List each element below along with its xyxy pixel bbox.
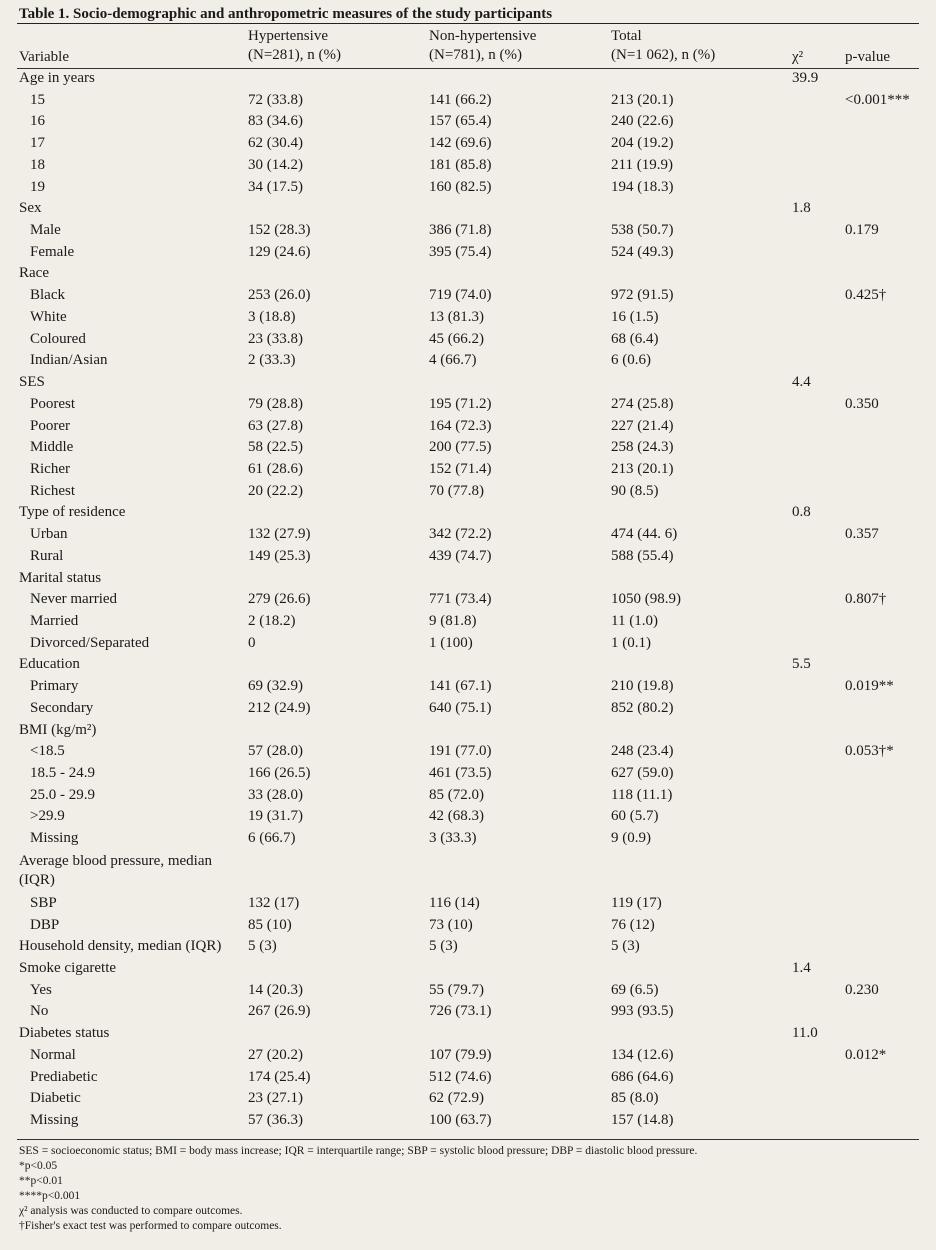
cell-variable: 18.5 - 24.9 [30, 765, 95, 781]
header-total [611, 27, 715, 65]
cell-hypertensive: 129 (24.6) [248, 243, 311, 260]
table-row [0, 850, 936, 893]
cell-total: 852 (80.2) [611, 699, 674, 716]
cell-hypertensive: 5 (3) [248, 938, 277, 955]
cell-total: 118 (11.1) [611, 786, 673, 803]
cell-non-hypertensive: 181 (85.8) [429, 156, 492, 173]
cell-variable: Yes [30, 981, 52, 998]
cell-pvalue: 0.019** [845, 678, 894, 695]
cell-variable: Female [30, 243, 75, 260]
cell-total: 274 (25.8) [611, 395, 674, 412]
header-hypertensive [248, 27, 341, 65]
cell-hypertensive: 14 (20.3) [248, 981, 303, 998]
table-row [0, 350, 936, 372]
cell-variable: Black [30, 287, 65, 304]
cell-chi2: 11.0 [792, 1025, 818, 1042]
table-row [0, 828, 936, 850]
header-total-line1: Total [611, 28, 642, 44]
cell-non-hypertensive: 4 (66.7) [429, 352, 477, 369]
footnote: **p<0.01 [19, 1175, 63, 1187]
header-hypertensive-line1: Hypertensive [248, 28, 328, 44]
cell-pvalue: 0.807† [845, 591, 887, 608]
cell-non-hypertensive: 62 (72.9) [429, 1090, 484, 1107]
cell-variable: Richer [30, 460, 70, 477]
table-row [0, 111, 936, 133]
table-row [0, 958, 936, 980]
cell-hypertensive: 83 (34.6) [248, 113, 303, 130]
table-row [0, 806, 936, 828]
table-row [0, 1067, 936, 1089]
cell-total: 686 (64.6) [611, 1068, 674, 1085]
cell-non-hypertensive: 461 (73.5) [429, 765, 492, 781]
cell-hypertensive: 267 (26.9) [248, 1003, 311, 1020]
cell-variable: Primary [30, 678, 79, 695]
cell-total: 1050 (98.9) [611, 591, 681, 608]
cell-total: 627 (59.0) [611, 765, 674, 781]
cell-variable: Sex [19, 200, 42, 217]
cell-hypertensive: 2 (18.2) [248, 612, 296, 629]
table-row [0, 416, 936, 438]
table-row [0, 785, 936, 807]
footnote: SES = socioeconomic status; BMI = body mass increase; IQR = interquartile range; SBP = systolic blood pressure; DBP = diastolic blood pressure. [19, 1145, 698, 1157]
footnotes [19, 1144, 919, 1234]
cell-pvalue: 0.053†* [845, 743, 894, 760]
cell-hypertensive: 132 (17) [248, 894, 300, 911]
table-row [0, 68, 936, 90]
cell-chi2: 0.8 [792, 504, 811, 521]
cell-total: 69 (6.5) [611, 981, 659, 998]
table-row [0, 481, 936, 503]
cell-variable: Rural [30, 547, 64, 564]
cell-chi2: 1.4 [792, 960, 811, 977]
table-row [0, 589, 936, 611]
cell-hypertensive: 279 (26.6) [248, 591, 311, 608]
cell-total: 76 (12) [611, 916, 655, 933]
cell-chi2: 1.8 [792, 200, 811, 217]
cell-variable: Poorer [30, 417, 70, 434]
cell-non-hypertensive: 55 (79.7) [429, 981, 484, 998]
table-row [0, 155, 936, 177]
cell-hypertensive: 212 (24.9) [248, 699, 311, 716]
cell-total: 1 (0.1) [611, 634, 651, 651]
table-row [0, 654, 936, 676]
cell-non-hypertensive: 70 (77.8) [429, 482, 484, 499]
cell-non-hypertensive: 5 (3) [429, 938, 458, 955]
table-row [0, 893, 936, 915]
table-row [0, 698, 936, 720]
table-row [0, 285, 936, 307]
cell-variable: 16 [30, 113, 45, 130]
cell-variable: 15 [30, 91, 45, 108]
cell-hypertensive: 2 (33.3) [248, 352, 296, 369]
cell-non-hypertensive: 13 (81.3) [429, 308, 484, 325]
cell-non-hypertensive: 512 (74.6) [429, 1068, 492, 1085]
table-row [0, 1110, 936, 1132]
header-chi2: χ² [792, 49, 804, 65]
cell-variable: Missing [30, 830, 79, 847]
cell-non-hypertensive: 160 (82.5) [429, 178, 492, 195]
bottom-rule [17, 1139, 919, 1140]
top-rule [17, 23, 919, 24]
cell-total: 85 (8.0) [611, 1090, 659, 1107]
cell-variable: DBP [30, 916, 60, 933]
cell-hypertensive: 62 (30.4) [248, 135, 303, 152]
cell-variable: Secondary [30, 699, 94, 716]
table-row [0, 263, 936, 285]
cell-total: 60 (5.7) [611, 808, 659, 825]
table-row [0, 177, 936, 199]
cell-pvalue: 0.012* [845, 1046, 887, 1063]
cell-hypertensive: 34 (17.5) [248, 178, 303, 195]
cell-hypertensive: 132 (27.9) [248, 526, 311, 543]
cell-variable: Education [19, 656, 80, 673]
cell-variable: 19 [30, 178, 45, 195]
cell-non-hypertensive: 45 (66.2) [429, 330, 484, 347]
cell-hypertensive: 63 (27.8) [248, 417, 303, 434]
table-row [0, 502, 936, 524]
cell-total: 972 (91.5) [611, 287, 674, 304]
table-row [0, 90, 936, 112]
cell-total: 9 (0.9) [611, 830, 651, 847]
table-row [0, 611, 936, 633]
table-row [0, 329, 936, 351]
table-row [0, 372, 936, 394]
cell-non-hypertensive: 164 (72.3) [429, 417, 492, 434]
cell-non-hypertensive: 1 (100) [429, 634, 473, 651]
cell-hypertensive: 30 (14.2) [248, 156, 303, 173]
cell-hypertensive: 6 (66.7) [248, 830, 296, 847]
table-row [0, 676, 936, 698]
cell-variable: 17 [30, 135, 45, 152]
table-row [0, 524, 936, 546]
cell-non-hypertensive: 3 (33.3) [429, 830, 477, 847]
cell-total: 68 (6.4) [611, 330, 659, 347]
footnote: *p<0.05 [19, 1160, 58, 1172]
cell-non-hypertensive: 85 (72.0) [429, 786, 484, 803]
table-row [0, 568, 936, 590]
cell-total: 90 (8.5) [611, 482, 659, 499]
cell-variable: Household density, median (IQR) [19, 938, 222, 955]
cell-total: 258 (24.3) [611, 439, 674, 456]
cell-total: 240 (22.6) [611, 113, 674, 130]
cell-variable: Urban [30, 526, 68, 543]
cell-total: 248 (23.4) [611, 743, 674, 760]
cell-chi2: 39.9 [792, 70, 819, 86]
cell-hypertensive: 152 (28.3) [248, 222, 311, 239]
cell-variable: Type of residence [19, 504, 126, 521]
table-row [0, 198, 936, 220]
cell-total: 5 (3) [611, 938, 640, 955]
cell-hypertensive: 57 (36.3) [248, 1112, 303, 1129]
table-row [0, 1023, 936, 1045]
cell-hypertensive: 61 (28.6) [248, 460, 303, 477]
cell-variable: Average blood pressure, median (IQR) [19, 852, 212, 888]
header-non-hypertensive-line1: Non-hypertensive [429, 28, 537, 44]
cell-variable: Never married [30, 591, 118, 608]
footnote: ****p<0.001 [19, 1190, 81, 1202]
table-row [0, 936, 936, 958]
cell-hypertensive: 149 (25.3) [248, 547, 311, 564]
cell-total: 524 (49.3) [611, 243, 674, 260]
cell-non-hypertensive: 200 (77.5) [429, 439, 492, 456]
cell-chi2: 4.4 [792, 374, 811, 391]
cell-non-hypertensive: 726 (73.1) [429, 1003, 492, 1020]
table-row [0, 1001, 936, 1023]
cell-variable: White [30, 308, 67, 325]
footnote: †Fisher's exact test was performed to compare outcomes. [19, 1220, 282, 1232]
table-row [0, 633, 936, 655]
table-row [0, 459, 936, 481]
cell-non-hypertensive: 42 (68.3) [429, 808, 484, 825]
cell-total: 157 (14.8) [611, 1112, 674, 1129]
cell-pvalue: 0.179 [845, 222, 879, 239]
cell-pvalue: 0.357 [845, 526, 879, 543]
cell-variable: <18.5 [30, 743, 65, 760]
cell-hypertensive: 23 (33.8) [248, 330, 303, 347]
cell-non-hypertensive: 141 (66.2) [429, 91, 492, 108]
header-hypertensive-line2: (N=281), n (%) [248, 47, 342, 63]
cell-non-hypertensive: 142 (69.6) [429, 135, 492, 152]
cell-hypertensive: 19 (31.7) [248, 808, 303, 825]
header-non-hypertensive [429, 27, 536, 65]
cell-hypertensive: 3 (18.8) [248, 308, 296, 325]
table-row [0, 1088, 936, 1110]
cell-hypertensive: 253 (26.0) [248, 287, 311, 304]
cell-total: 213 (20.1) [611, 91, 674, 108]
cell-total: 194 (18.3) [611, 178, 674, 195]
table-row [0, 437, 936, 459]
cell-chi2: 5.5 [792, 656, 811, 673]
cell-variable: SES [19, 374, 45, 391]
table-row [0, 720, 936, 742]
cell-variable: Male [30, 222, 61, 239]
cell-variable: Richest [30, 482, 75, 499]
cell-hypertensive: 0 [248, 634, 256, 651]
table-row [0, 915, 936, 937]
cell-non-hypertensive: 9 (81.8) [429, 612, 477, 629]
cell-total: 210 (19.8) [611, 678, 674, 695]
cell-total: 11 (1.0) [611, 612, 658, 629]
cell-hypertensive: 58 (22.5) [248, 439, 303, 456]
table-row [0, 763, 936, 785]
cell-variable: BMI (kg/m²) [19, 721, 97, 738]
cell-variable: Missing [30, 1112, 79, 1129]
cell-hypertensive: 23 (27.1) [248, 1090, 303, 1107]
cell-variable: Marital status [19, 569, 102, 586]
cell-variable: >29.9 [30, 808, 65, 825]
table-row [0, 242, 936, 264]
cell-variable: No [30, 1003, 49, 1020]
header-variable: Variable [19, 49, 69, 65]
cell-hypertensive: 69 (32.9) [248, 678, 303, 695]
cell-variable: Coloured [30, 330, 86, 347]
cell-hypertensive: 174 (25.4) [248, 1068, 311, 1085]
cell-variable: Age in years [19, 70, 95, 86]
cell-non-hypertensive: 73 (10) [429, 916, 473, 933]
cell-total: 119 (17) [611, 894, 662, 911]
cell-variable: Diabetes status [19, 1025, 110, 1042]
cell-hypertensive: 72 (33.8) [248, 91, 303, 108]
cell-hypertensive: 85 (10) [248, 916, 292, 933]
cell-pvalue: 0.425† [845, 287, 887, 304]
cell-pvalue: 0.350 [845, 395, 879, 412]
cell-non-hypertensive: 395 (75.4) [429, 243, 492, 260]
cell-variable: Prediabetic [30, 1068, 98, 1085]
cell-non-hypertensive: 152 (71.4) [429, 460, 492, 477]
cell-total: 204 (19.2) [611, 135, 674, 152]
cell-non-hypertensive: 157 (65.4) [429, 113, 492, 130]
cell-hypertensive: 166 (26.5) [248, 765, 311, 781]
cell-variable: Diabetic [30, 1090, 81, 1107]
cell-hypertensive: 79 (28.8) [248, 395, 303, 412]
cell-variable: SBP [30, 894, 57, 911]
cell-variable: Middle [30, 439, 74, 456]
cell-variable: Poorest [30, 395, 75, 412]
cell-total: 474 (44. 6) [611, 526, 678, 543]
cell-non-hypertensive: 719 (74.0) [429, 287, 492, 304]
cell-total: 6 (0.6) [611, 352, 651, 369]
header-total-line2: (N=1 062), n (%) [611, 47, 716, 63]
cell-total: 993 (93.5) [611, 1003, 674, 1020]
table-title: Table 1. Socio-demographic and anthropometric measures of the study participants [19, 6, 553, 22]
cell-non-hypertensive: 342 (72.2) [429, 526, 492, 543]
table-row [0, 307, 936, 329]
cell-total: 538 (50.7) [611, 222, 674, 239]
cell-non-hypertensive: 141 (67.1) [429, 678, 492, 695]
table-row [0, 220, 936, 242]
header-non-hypertensive-line2: (N=781), n (%) [429, 47, 523, 63]
cell-hypertensive: 33 (28.0) [248, 786, 303, 803]
cell-non-hypertensive: 116 (14) [429, 894, 480, 911]
cell-variable: 18 [30, 156, 45, 173]
cell-non-hypertensive: 640 (75.1) [429, 699, 492, 716]
cell-non-hypertensive: 107 (79.9) [429, 1046, 492, 1063]
cell-variable: Normal [30, 1046, 76, 1063]
cell-pvalue: 0.230 [845, 981, 879, 998]
cell-non-hypertensive: 191 (77.0) [429, 743, 492, 760]
cell-total: 211 (19.9) [611, 156, 673, 173]
table-row [0, 546, 936, 568]
cell-total: 134 (12.6) [611, 1046, 674, 1063]
cell-variable: Married [30, 612, 79, 629]
cell-non-hypertensive: 439 (74.7) [429, 547, 492, 564]
cell-non-hypertensive: 386 (71.8) [429, 222, 492, 239]
table-row [0, 133, 936, 155]
cell-non-hypertensive: 195 (71.2) [429, 395, 492, 412]
cell-variable: 25.0 - 29.9 [30, 786, 95, 803]
cell-pvalue: <0.001*** [845, 91, 910, 108]
footnote: χ² analysis was conducted to compare outcomes. [19, 1205, 243, 1217]
cell-total: 16 (1.5) [611, 308, 659, 325]
table-row [0, 741, 936, 763]
cell-variable: Race [19, 265, 49, 282]
cell-total: 227 (21.4) [611, 417, 674, 434]
cell-variable: Divorced/Separated [30, 634, 150, 651]
table-row [0, 394, 936, 416]
cell-variable: Indian/Asian [30, 352, 108, 369]
table-row [0, 1045, 936, 1067]
cell-non-hypertensive: 771 (73.4) [429, 591, 492, 608]
header-pvalue: p-value [845, 49, 890, 65]
table-body [0, 68, 936, 1132]
table-row [0, 980, 936, 1002]
cell-hypertensive: 27 (20.2) [248, 1046, 303, 1063]
cell-hypertensive: 20 (22.2) [248, 482, 303, 499]
cell-total: 588 (55.4) [611, 547, 674, 564]
cell-total: 213 (20.1) [611, 460, 674, 477]
cell-non-hypertensive: 100 (63.7) [429, 1112, 492, 1129]
cell-variable: Smoke cigarette [19, 960, 117, 977]
cell-hypertensive: 57 (28.0) [248, 743, 303, 760]
